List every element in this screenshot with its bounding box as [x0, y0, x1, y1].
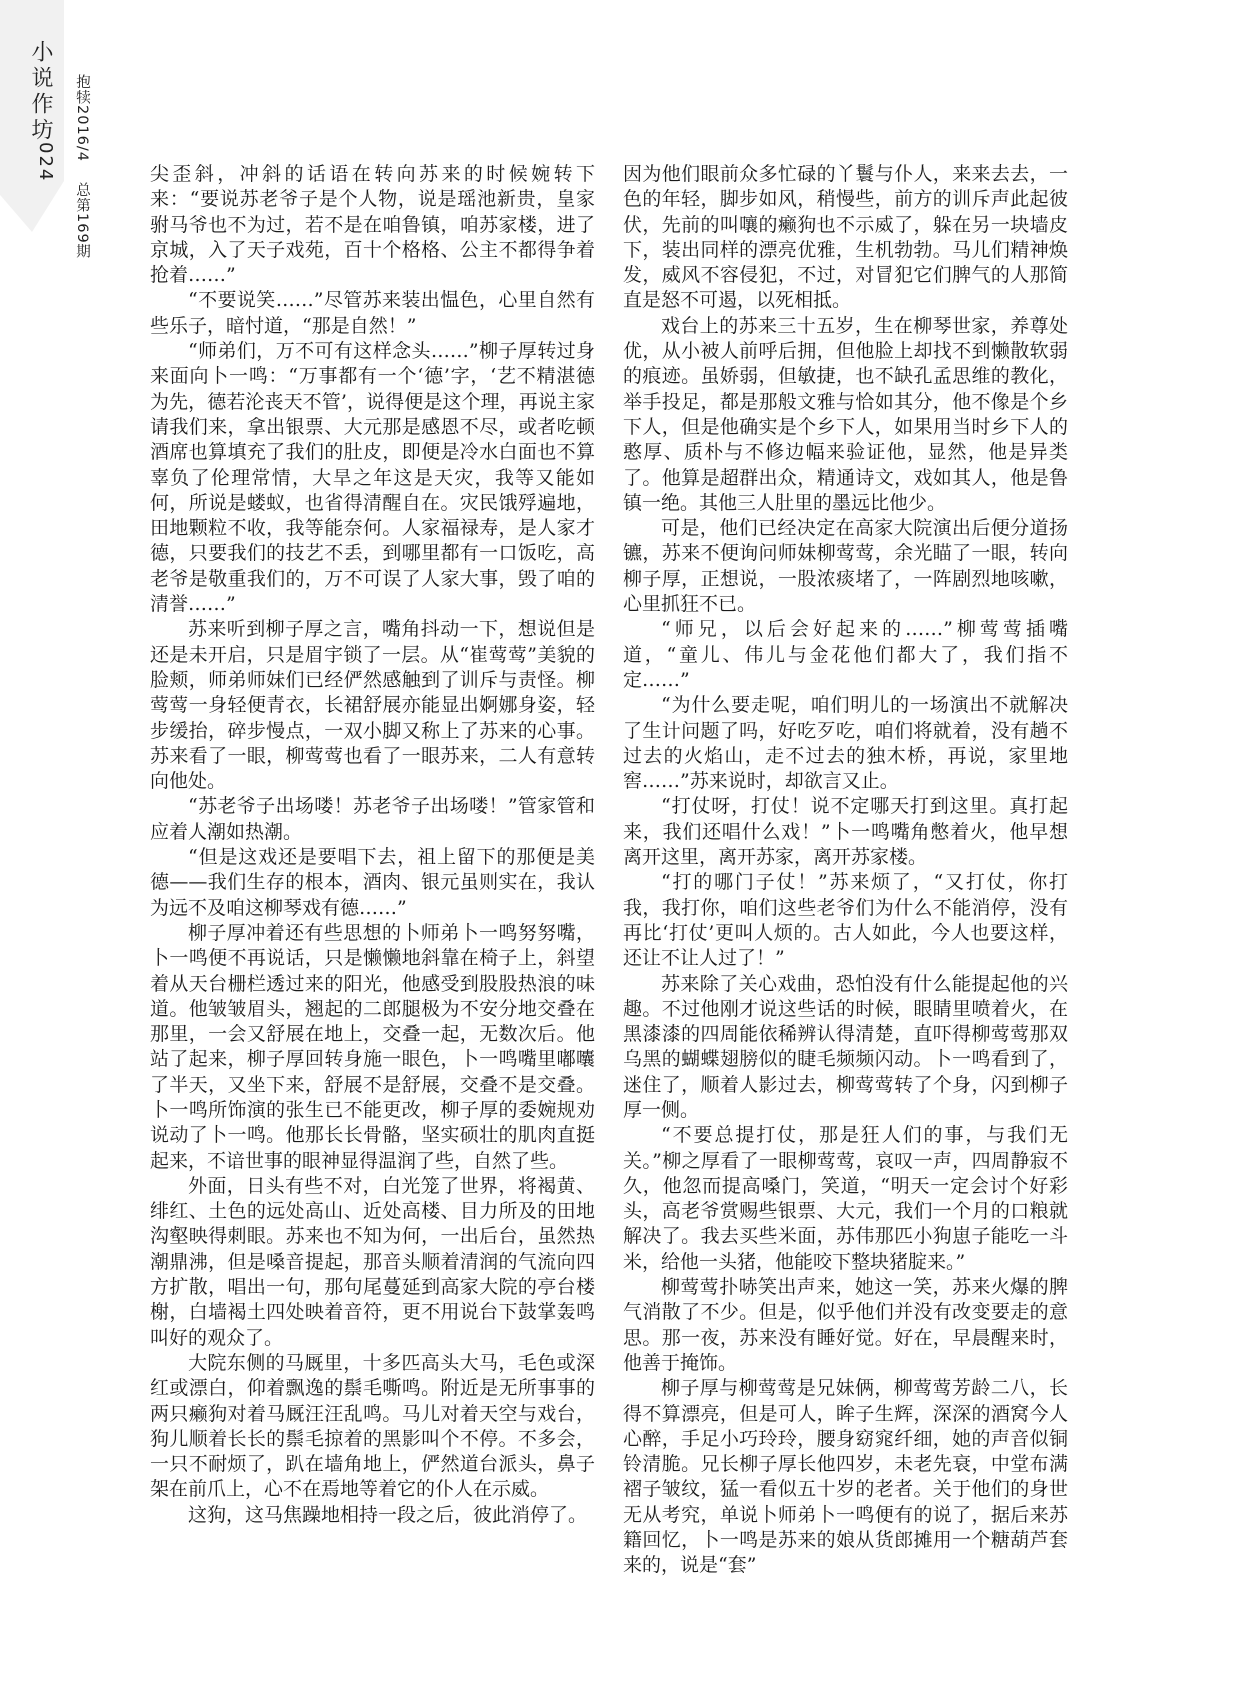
- paragraph: 外面，日头有些不对，白光笼了世界，将褐黄、绯红、土色的远处高山、近处高楼、目力所及的田地沟壑映得刺眼。苏来也不知为何，一出后台，虽然热潮鼎沸，但是嗓音提起，那音头顺着清润的气流向四方扩散，唱出一句，那句尾蔓延到高家大院的亭台楼榭，白墙褐土四处映着音符，更不用说台下鼓掌轰鸣叫好的观众了。: [150, 1174, 595, 1349]
- paragraph: “不要说笑……”尽管苏来装出愠色，心里自然有些乐子，暗忖道，“那是自然！”: [150, 289, 595, 337]
- paragraph: 苏来除了关心戏曲，恐怕没有什么能提起他的兴趣。不过他刚才说这些话的时候，眼睛里喷着火，在黑漆漆的四周能依稀辨认得清楚，直吓得柳莺莺那双乌黑的蝴蝶翅膀似的睫毛频频闪动。卜一鸣看到了，迷住了，顺着人影过去，柳莺莺转了个身，闪到柳子厚一侧。: [623, 972, 1068, 1121]
- magazine-name: 抱犊2016/4: [74, 74, 90, 163]
- issue-number: 总第169期: [74, 181, 90, 259]
- paragraph: “打的哪门子仗！”苏来烦了，“又打仗，你打我，我打你，咱们这些老爷们为什么不能消停，没有再比‘打仗’更叫人烦的。古人如此，今人也要这样，还让不让人过了！”: [623, 871, 1068, 970]
- paragraph: 可是，他们已经决定在高家大院演出后便分道扬镳，苏来不便询问师妹柳莺莺，余光瞄了一眼，转向柳子厚，正想说，一股浓痰堵了，一阵剧烈地咳嗽，心里抓狂不已。: [623, 517, 1068, 616]
- right-column: [623, 162, 1068, 1579]
- paragraph: 苏来听到柳子厚之言，嘴角抖动一下，想说但是还是未开启，只是眉宇锁了一层。从“崔莺莺”美貌的脸颊，师弟师妹们已经俨然感触到了训斥与责怪。柳莺莺一身轻便青衣，长裙舒展亦能显出婀娜身姿，轻步缓抬，碎步慢点，一双小脚又称上了苏来的心事。苏来看了一眼，柳莺莺也看了一眼苏来，二人有意转向他处。: [150, 618, 595, 793]
- left-column: [150, 162, 595, 1528]
- paragraph: 柳莺莺扑哧笑出声来，她这一笑，苏来火爆的脾气消散了不少。但是，似乎他们并没有改变要走的意思。那一夜，苏来没有睡好觉。好在，早晨醒来时，他善于掩饰。: [623, 1276, 1068, 1374]
- paragraph: “不要总提打仗，那是狂人们的事，与我们无关。”柳之厚看了一眼柳莺莺，哀叹一声，四周静寂不久，他忽而提高嗓门，笑道，“明天一定会讨个好彩头，高老爷赏赐些银票、大元，我们一个月的口粮就解决了。我去买些米面，苏伟那匹小狗崽子能吃一斗米，给他一头猪，他能咬下整块猪腚来。”: [623, 1124, 1068, 1273]
- section-label: 小说作坊: [28, 40, 53, 144]
- paragraph: 戏台上的苏来三十五岁，生在柳琴世家，养尊处优，从小被人前呼后拥，但他脸上却找不到懒散软弱的痕迹。虽娇弱，但敏捷，也不缺孔孟思维的教化，举手投足，都是那般文雅与恰如其分，他不像是个乡下人，但是他确实是个乡下人，如果用当时乡下人的憨厚、质朴与不修边幅来验证他，显然，他是异类了。他算是超群出众，精通诗文，戏如其人，他是鲁镇一绝。其他三人肚里的墨远比他少。: [623, 314, 1068, 514]
- paragraph: “师弟们，万不可有这样念头……”柳子厚转过身来面向卜一鸣：“万事都有一个‘德’字，‘艺不精湛德为先，德若沦丧天不管’，说得便是这个理，再说主家请我们来，拿出银票、大元那是感恩不尽，或者吃顿酒席也算填充了我们的肚皮，即便是冷水白面也不算辜负了伦理常情，大旱之年这是天灾，我等又能如何，所说是蝼蚁，也省得清醒自在。灾民饿殍遍地，田地颗粒不收，我等能奈何。人家福禄寿，是人家才德，只要我们的技艺不丢，到哪里都有一口饭吃，高老爷是敬重我们的，万不可误了人家大事，毁了咱的清誉……”: [150, 340, 595, 616]
- paragraph: “打仗呀，打仗！说不定哪天打到这里。真打起来，我们还唱什么戏！”卜一鸣嘴角憋着火，他早想离开这里，离开苏家，离开苏家楼。: [623, 795, 1068, 869]
- paragraph: 因为他们眼前众多忙碌的丫鬟与仆人，来来去去，一色的年轻，脚步如风，稍慢些，前方的训斥声此起彼伏，先前的叫嚷的癞狗也不示威了，躲在另一块墙皮下，装出同样的漂亮优雅，生机勃勃。马儿们精神焕发，威风不容侵犯，不过，对冒犯它们脾气的人那简直是怒不可遏，以死相抵。: [623, 163, 1068, 312]
- paragraph: 柳子厚与柳莺莺是兄妹俩，柳莺莺芳龄二八，长得不算漂亮，但是可人，眸子生辉，深深的酒窝今人心醉，手足小巧玲玲，腰身窈窕纤细，她的声音似铜铃清脆。兄长柳子厚长他四岁，未老先衰，中堂布满褶子皱纹，猛一看似五十岁的老者。关于他们的身世无从考究，单说卜师弟卜一鸣便有的说了，据后来苏籍回忆，卜一鸣是苏来的娘从货郎摊用一个糖葫芦套来的，说是“套”: [623, 1377, 1068, 1577]
- magazine-info: [73, 74, 93, 273]
- paragraph: 这狗，这马焦躁地相持一段之后，彼此消停了。: [188, 1503, 588, 1526]
- paragraph: “师兄，以后会好起来的……”柳莺莺插嘴道，“童儿、伟儿与金花他们都大了，我们指不定……”: [623, 618, 1068, 691]
- paragraph: 尖歪斜，冲斜的话语在转向苏来的时候婉转下来：“要说苏老爷子是个人物，说是瑶池新贵，皇家驸马爷也不为过，若不是在咱鲁镇，咱苏家楼，进了京城，入了天子戏苑，百十个格格、公主不都得争着抢着……”: [150, 163, 595, 287]
- paragraph: “但是这戏还是要唱下去，祖上留下的那便是美德——我们生存的根本，酒肉、银元虽则实在，我认为远不及咱这柳琴戏有德……”: [150, 846, 595, 919]
- paragraph: “为什么要走呢，咱们明儿的一场演出不就解决了生计问题了吗，好吃歹吃，咱们将就着，没有趟不过去的火焰山，走不过去的独木桥，再说，家里地窖……”苏来说时，却欲言又止。: [623, 694, 1068, 793]
- paragraph: 大院东侧的马厩里，十多匹高头大马，毛色或深红或漂白，仰着飘逸的鬃毛嘶鸣。附近是无所事事的两只癞狗对着马厩汪汪乱鸣。马儿对着天空与戏台，狗儿顺着长长的鬃毛掠着的黑影叫个不停。不多会，一只不耐烦了，趴在墙角地上，俨然道台派头，鼻子架在前爪上，心不在焉地等着它的仆人在示威。: [150, 1351, 595, 1501]
- paragraph: 柳子厚冲着还有些思想的卜师弟卜一鸣努努嘴，卜一鸣便不再说话，只是懒懒地斜靠在椅子上，斜望着从天台栅栏透过来的阳光，他感受到股股热浪的味道。他皱皱眉头，翘起的二郎腿极为不安分地交叠在那里，一会又舒展在地上，交叠一起，无数次后。他站了起来，柳子厚回转身施一眼色，卜一鸣嘴里嘟囔了半天，又坐下来，舒展不是舒展，交叠不是交叠。卜一鸣所饰演的张生已不能更改，柳子厚的委婉规劝说动了卜一鸣。他那长长骨骼，坚实硕壮的肌肉直挺起来，不谙世事的眼神显得温润了些，自然了些。: [150, 921, 595, 1172]
- page-number: 024: [35, 142, 56, 183]
- paragraph: “苏老爷子出场喽！苏老爷子出场喽！”管家管和应着人潮如热潮。: [150, 795, 595, 843]
